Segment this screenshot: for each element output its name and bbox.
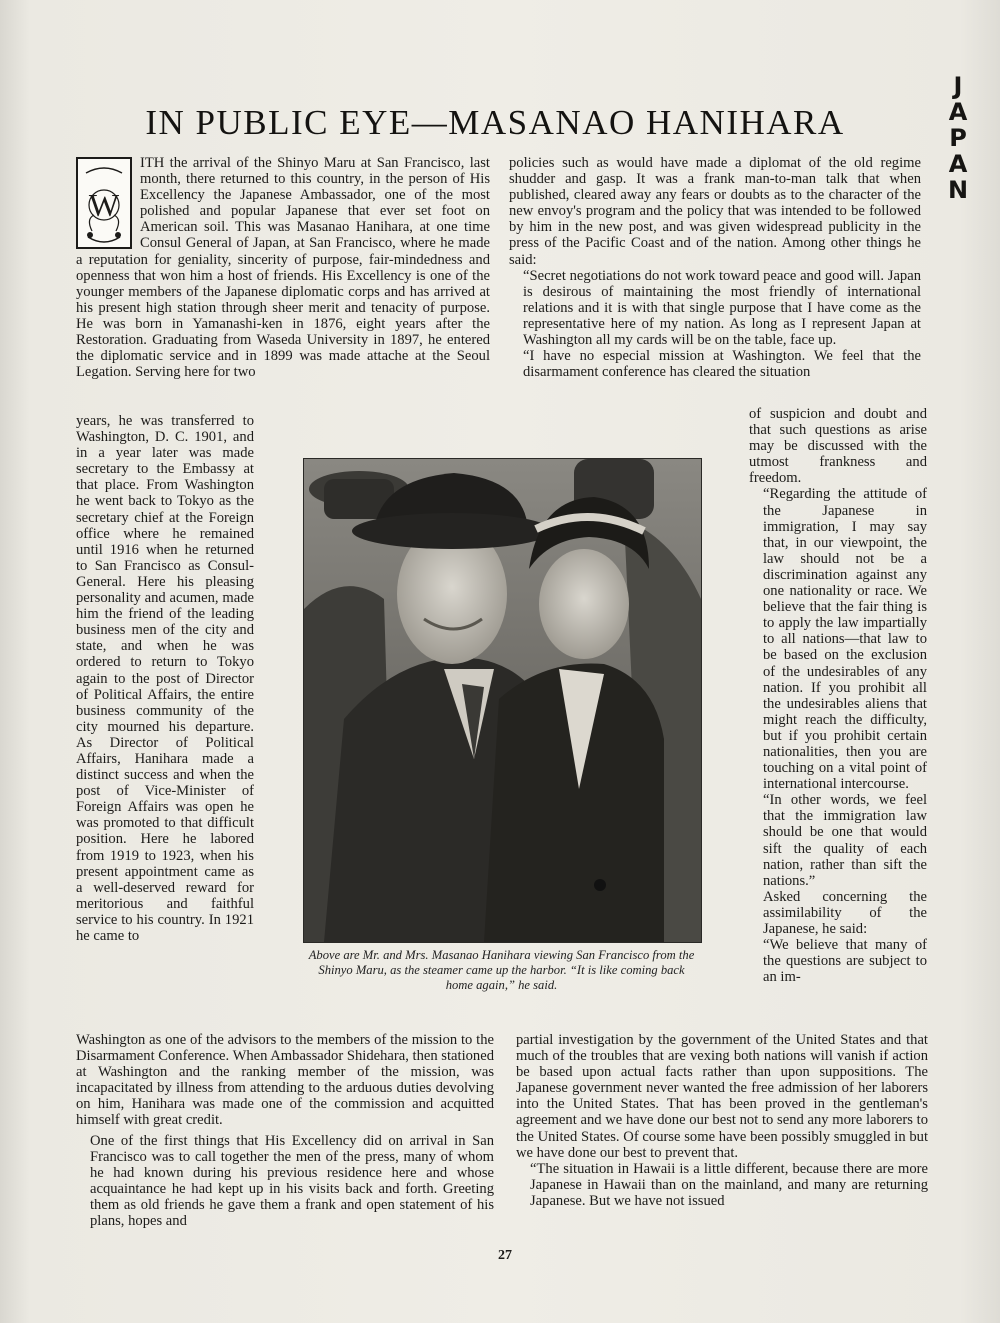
paragraph: “The situation in Hawaii is a little different, because there are more Japanese in Hawaii than on the mainland, and many are returning Japanese. But we have not issued [530,1160,928,1209]
paragraph: partial investigation by the government of the United States and that much of the troubles that are vexing both nations will vanish if action be based upon actual facts rather than upon suppositions. The Japanese government never wanted the free admission of her laborers into the United States. That has been proved in the gentleman's agreement and we have done our best not to send any more laborers to the United States. Of course some have been possibly smuggled in but we have done our best to prevent that. [516,1032,928,1161]
paragraph: of suspicion and doubt and that such questions as arise may be discussed with the utmost frankness and freedom. [749,406,927,487]
column-1-narrow [76,413,254,944]
paragraph: policies such as would have made a diplomat of the old regime shudder and gasp. It was a frank man-to-man talk that when published, cleared away any fears or doubts as to the character of the new envoy's program and the policy that was intended to be followed by him in the new post, and was given widespread publicity in the press of the Pacific Coast and of the nation. Among other things he said: [509,155,921,268]
paragraph: ITH the arrival of the Shinyo Maru at San Francisco, last month, there returned to this country, in the person of His Excellency the Japanese Ambassador, one of the most polished and popular Japanese that ever set foot on American soil. This was Masanao Hanihara, at one time Consul General of Japan, at San Francisco, where he made a reputation for geniality, sincerity of purpose, fair-mindedness and openness that won him a host of friends. His Excellency is one of the younger members of the Japanese diplomatic corps and has arrived at his present high station through sheer merit and tenacity of purpose. He was born in Yamanashi-ken in 1876, eight years after the Restoration. Graduating from Waseda University in 1897, he entered the diplomatic service and in 1899 was made attache at the Seoul Legation. Serving here for two [76,155,490,381]
column-1-top [76,155,490,380]
paragraph: “I have no especial mission at Washington. We feel that the disarmament conference has cleared the situation [523,348,921,381]
column-2-narrow [749,406,927,985]
column-2-top [509,155,921,380]
paragraph: Washington as one of the advisors to the members of the mission to the Disarmament Conference. When Ambassador Shidehara, then stationed at Washington and the ranking member of the mission, was incapacitated by illness from attending to the arduous duties devolving on him, Hanihara was made one of the commission and acquitted himself with great credit. [76,1032,494,1129]
paragraph: “We believe that many of the questions are subject to an im- [763,937,927,986]
side-tab-text: JAPAN [944,72,972,202]
paragraph: One of the first things that His Excellency did on arrival in San Francisco was to call together the men of the press, many of whom he had known during his previous residence here and whose acquaintance he had kept up in his visits back and forth. Greeting them as old friends he gave them a frank and open statement of his plans, hopes and [90,1132,494,1230]
column-2-bottom [516,1032,928,1209]
dropcap-ornament-icon [78,159,130,247]
photo-image [304,459,701,942]
ornamental-dropcap [76,157,132,249]
page-headline: IN PUBLIC EYE—MASANAO HANIHARA [145,103,845,142]
section-tab-japan [944,72,980,202]
photograph-hanihara-couple [303,458,702,943]
paragraph: “Secret negotiations do not work toward peace and good will. Japan is desirous of maintaining the most friendly of international relations and it is with that single purpose that I have come as the representative here of my nation. As long as I represent Japan at Washington all my cards will be on the table, face up. [523,267,921,349]
svg-text:W: W [88,187,120,223]
paragraph: years, he was transferred to Washington, D. C. 1901, and in a year later was made secretary to the Embassy at that place. From Washington he went back to Tokyo as the secretary chief at the Foreign office where he remained until 1916 when he returned to San Francisco as Consul-General. Here his pleasing personality and acumen, made him the friend of the leading business men of the city and state, and when he was ordered to return to Tokyo again to the post of Director of Political Affairs, the entire business community of the city mourned his departure. As Director of Political Affairs, Hanihara made a distinct success and when the post of Vice-Minister of Foreign Affairs was open he was promoted to that difficult position. Here he labored from 1919 to 1923, when his present appointment came as a well-deserved reward for meritorious and faithful service to his country. In 1921 he came to [76,413,254,944]
paragraph: “In other words, we feel that the immigration law should be one that would sift the quality of each nation, rather than sift the nations.” [763,792,927,889]
photo-caption: Above are Mr. and Mrs. Masanao Hanihara viewing San Francisco from the Shinyo Maru, as the steamer came up the harbor. “It is like coming back home again,” he said. [308,948,695,992]
page-number: 27 [498,1248,512,1263]
paragraph: “Regarding the attitude of the Japanese in immigration, I may say that, in our viewpoint, the law should not be a discrimination against any one nationality or race. We believe that the fair thing is to apply the law impartially to all nations—that law to be based on the exclusion of the undesirables of any nation. If you prohibit all the undesirables aliens that might reach the difficulty, but if you prohibit certain nationalities, then you are touching on a vital point of international intercourse. [763,486,927,793]
paragraph: Asked concerning the assimilability of the Japanese, he said: [763,888,927,937]
column-1-bottom [76,1032,494,1229]
